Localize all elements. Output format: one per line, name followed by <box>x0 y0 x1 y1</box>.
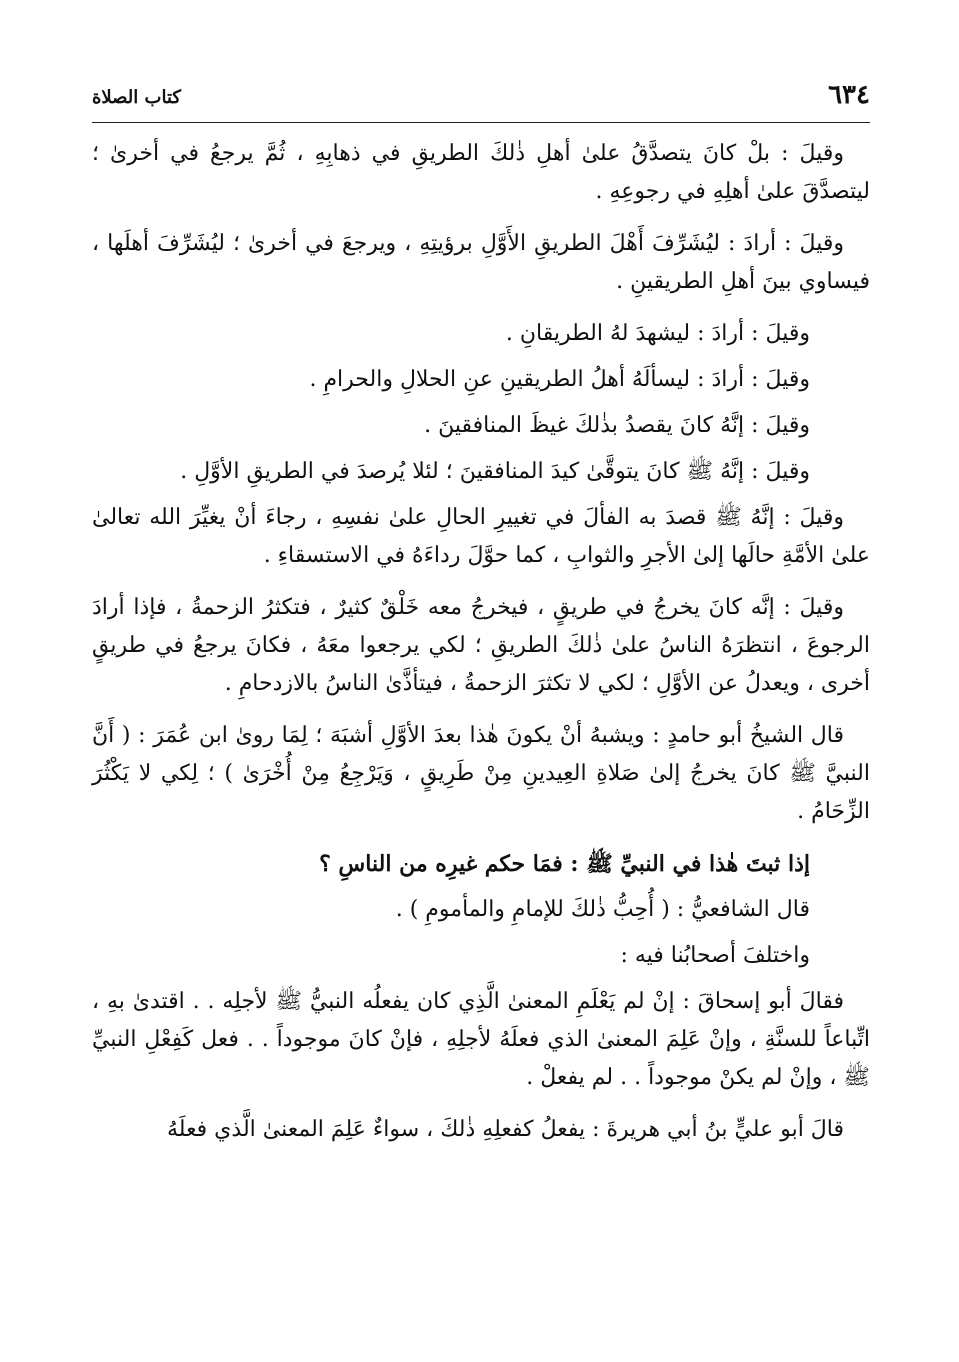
paragraph: وقيلَ : إنَّهُ ﷺ كانَ يتوقَّىٰ كيدَ المنافقينَ ؛ لئلا يُرصدَ في الطريقِ الأوَّلِ . <box>180 459 810 484</box>
paragraph: قال الشافعيُّ : ( أُحِبُّ ذٰلكَ للإمامِ والمأمومِ ) . <box>395 897 810 922</box>
paragraph: وقيلَ : أرادَ : ليسألَهُ أهلُ الطريقينِ عنِ الحلالِ والحرامِ . <box>309 367 810 392</box>
running-title: كتاب الصلاة <box>92 87 181 108</box>
paragraph: وقيلَ : بلْ كانَ يتصدَّقُ علىٰ أهلِ ذٰلكَ الطريقِ في ذهابِهِ ، ثُمَّ يرجعُ في أخرىٰ ؛ ليتصدَّقَ علىٰ أهلِهِ في رجوعِهِ . <box>92 141 870 204</box>
page <box>92 80 870 1163</box>
paragraph: وقيلَ : إنَّهُ ﷺ قصدَ به الفألَ في تغييرِ الحالِ علىٰ نفسِهِ ، رجاءَ أنْ يغيِّرَ الله تعالىٰ علىٰ الأمَّةِ حالَها إلىٰ الأجرِ والثوابِ ، كما حوَّلَ رداءَهُ في الاستسقاءِ . <box>92 505 870 568</box>
section-question: إذا ثبتَ هٰذا في النبيِّ ﷺ : فمَا حكم غيرِه من الناسِ ؟ <box>319 851 810 877</box>
paragraph: وقيلَ : أرادَ : ليُشَرِّفَ أَهْلَ الطريقِ الأَوَّلِ برؤيتِهِ ، ويرجعَ في أخرىٰ ؛ ليُشَرِّفَ أهلَها ، فيساوي بينَ أهلِ الطريقينِ . <box>92 231 870 294</box>
paragraph: قالَ أبو عليٍّ بنُ أبي هريرةَ : يفعلُ كفعلِهِ ذٰلكَ ، سواءٌ عَلِمَ المعنىٰ الَّذي فعلَهُ <box>166 1117 844 1142</box>
page-number: ٦٣٤ <box>828 80 870 110</box>
paragraph: واختلفَ أصحابُنا فيه : <box>620 943 810 968</box>
paragraph: قال الشيخُ أبو حامدٍ : ويشبهُ أنْ يكونَ هٰذا بعدَ الأوَّلِ أشبَهَ ؛ لِمَا روىٰ ابن عُمَرَ : ( أَنَّ النبيَّ ﷺ كانَ يخرجُ إلىٰ صَلاةِ العِيدينِ مِنْ طَرِيقٍ ، وَيَرْجِعُ مِنْ أُخْرَىٰ ) ؛ لِكي لا يَكْثُرَ الزِّحَامُ . <box>92 723 870 824</box>
page-header <box>92 80 870 123</box>
paragraph: وقيلَ : أرادَ : ليشهدَ لهُ الطريقانِ . <box>505 321 810 346</box>
page-body <box>92 135 870 1149</box>
paragraph: وقيلَ : إنَّهُ كانَ يقصدُ بذٰلكَ غيظَ المنافقينَ . <box>424 413 810 438</box>
paragraph: وقيلَ : إنَّه كانَ يخرجُ في طريقٍ ، فيخرجُ معه خَلْقٌ كثيرٌ ، فتكثرُ الزحمةُ ، فإذا أرادَ الرجوعَ ، انتظرَهُ الناسُ علىٰ ذٰلكَ الطريقِ ؛ لكي يرجعوا معَهُ ، فكانَ يرجعُ في طريقٍ أخرى ، ويعدلُ عن الأوَّلِ ؛ لكي لا تكثرَ الزحمةُ ، فيتأذَّىٰ الناسُ بالازدحامِ . <box>92 595 870 696</box>
paragraph: فقالَ أبو إسحاقَ : إنْ لم يَعْلَمِ المعنىٰ الَّذِي كان يفعلُه النبيُّ ﷺ لأجلِه . . اقتدىٰ بهِ ، اتِّباعاً للسنَّةِ ، وإنْ عَلِمَ المعنىٰ الذي فعلَهُ لأجلِهِ ، فإنْ كانَ موجوداً . . فعل كَفِعْلِ النبيِّ ﷺ ، وإنْ لم يكنْ موجوداً . . لم يفعلْ . <box>92 989 870 1090</box>
